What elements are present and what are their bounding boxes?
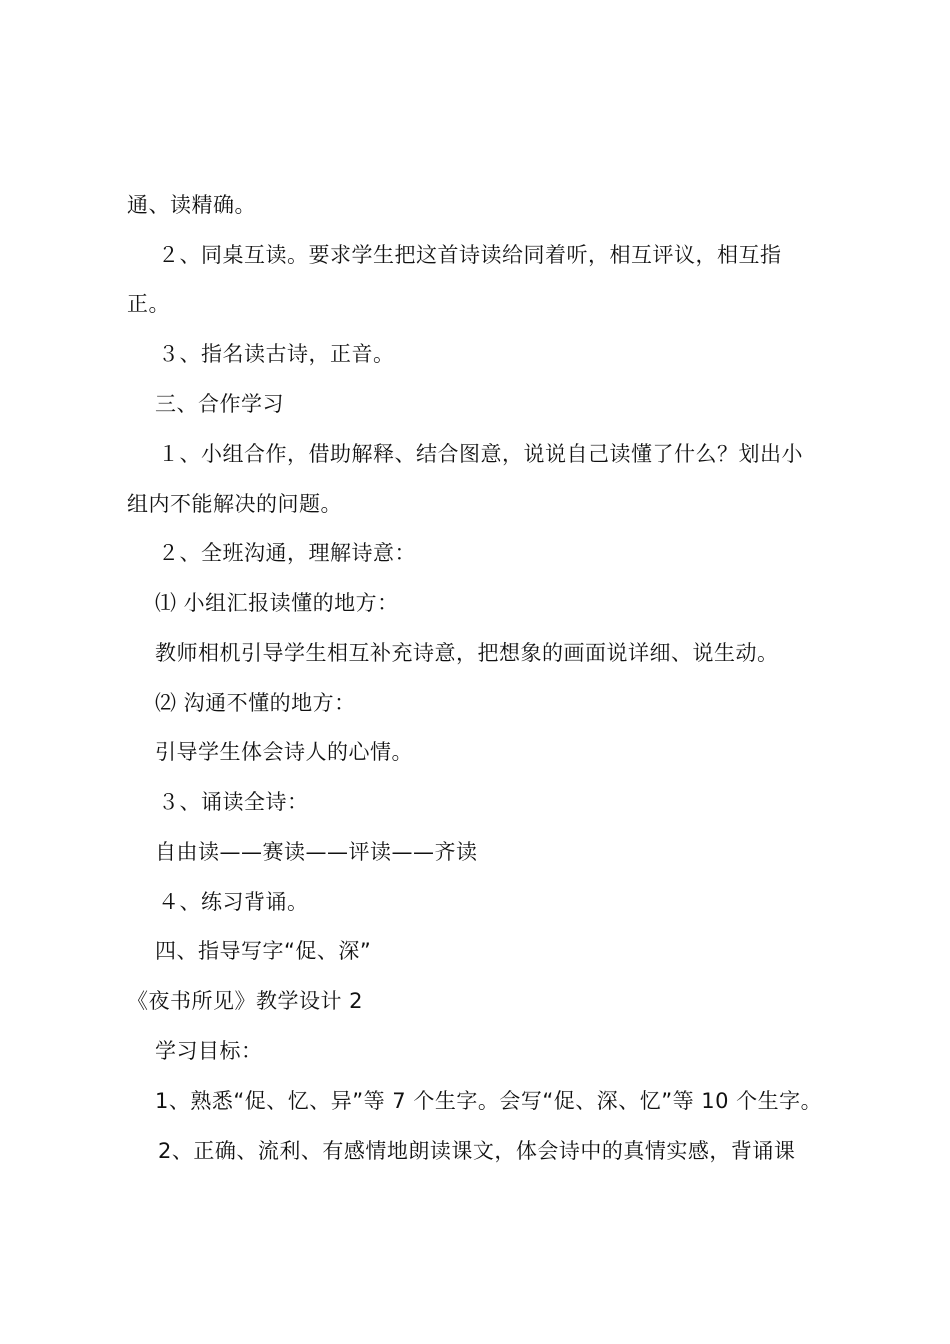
- text-line: ２、全班沟通，理解诗意：: [158, 541, 416, 565]
- text-line: ３、指名读古诗，正音。: [158, 342, 395, 366]
- text-line: ４、练习背诵。: [158, 890, 309, 914]
- text-line: ⑵ 沟通不懂的地方：: [155, 691, 356, 715]
- text-line: 通、读精确。: [127, 193, 256, 217]
- section-heading: 四、指导写字“促、深”: [155, 939, 372, 963]
- text-line: 学习目标：: [155, 1039, 263, 1063]
- text-line: 1、熟悉“促、忆、异”等 7 个生字。会写“促、深、忆”等 10 个生字。: [155, 1089, 823, 1113]
- text-line: 2、正确、流利、有感情地朗读课文，体会诗中的真情实感，背诵课: [158, 1139, 796, 1163]
- text-line: １、小组合作，借助解释、结合图意，说说自己读懂了什么？划出小: [158, 442, 803, 466]
- text-line: ３、诵读全诗：: [158, 790, 309, 814]
- document-title: 《夜书所见》教学设计 2: [127, 989, 364, 1013]
- text-line: 自由读——赛读——评读——齐读: [155, 840, 478, 864]
- text-line: ⑴ 小组汇报读懂的地方：: [155, 591, 399, 615]
- section-heading: 三、合作学习: [155, 392, 284, 416]
- text-line: 正。: [127, 292, 170, 316]
- text-line: 组内不能解决的问题。: [127, 492, 342, 516]
- text-line: ２、同桌互读。要求学生把这首诗读给同着听，相互评议，相互指: [158, 243, 782, 267]
- text-line: 教师相机引导学生相互补充诗意，把想象的画面说详细、说生动。: [155, 641, 779, 665]
- text-line: 引导学生体会诗人的心情。: [155, 740, 413, 764]
